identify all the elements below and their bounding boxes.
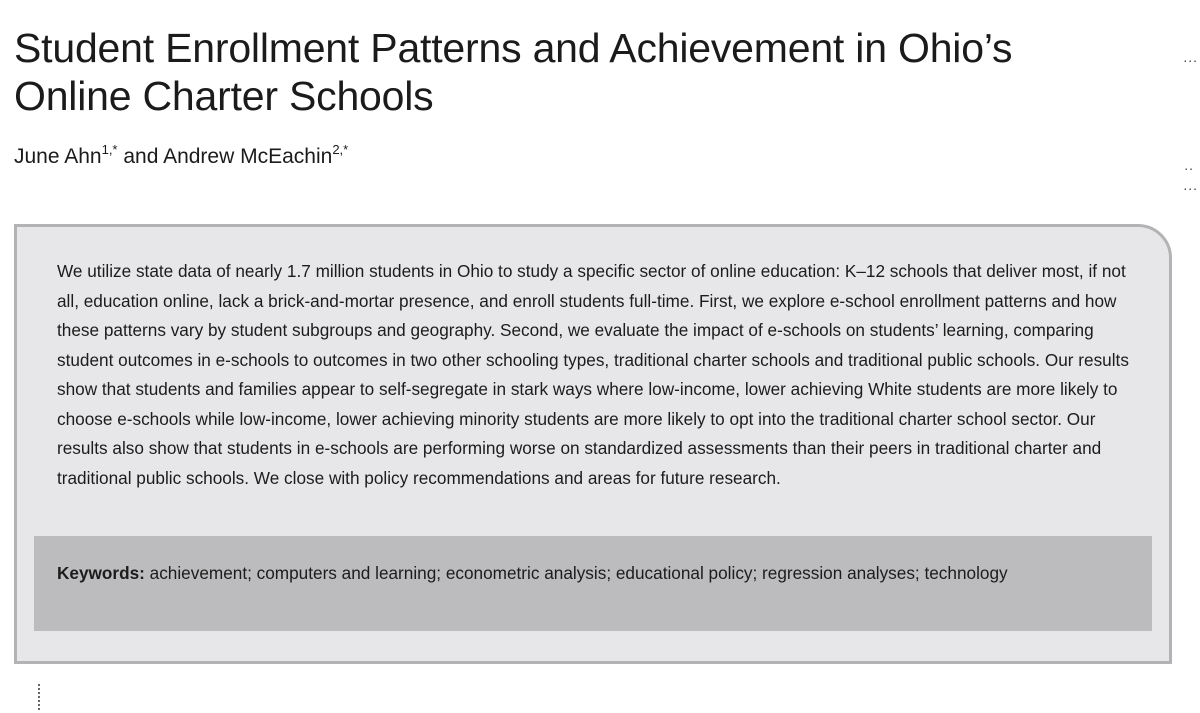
edge-ellipsis-marker: ...: [1183, 177, 1198, 193]
keywords-text: [57, 557, 1135, 589]
author-affiliation-mark: 2,*: [332, 142, 349, 157]
vertical-dotted-marker: [38, 684, 42, 710]
author-name: Andrew McEachin: [163, 145, 333, 168]
abstract-text: We utilize state data of nearly 1.7 million students in Ohio to study a specific sector of online education: K–12 schools that deliver most, if not all, education online, lack a brick-and-mortar presence, and enroll students full-time. First, we explore e-school enrollment patterns and how these patterns vary by student subgroups and geography. Second, we evaluate the impact of e-schools on students’ learning, comparing student outcomes in e-schools to outcomes in two other schooling types, traditional charter schools and traditional public schools. Our results show that students and families appear to self-segregate in stark ways where low-income, lower achieving White students are more likely to choose e-schools while low-income, lower achieving minority students are more likely to opt into the traditional charter school sector. Our results also show that students in e-schools are performing worse on standardized assessments than their peers in traditional charter and traditional public schools. We close with policy recommendations and areas for future research.: [57, 261, 1129, 488]
author-list: [14, 142, 348, 172]
keywords-section: [34, 536, 1152, 631]
paper-title: Student Enrollment Patterns and Achievement in Ohio’s Online Charter Schools: [14, 25, 1013, 119]
keywords-list: achievement; computers and learning; econometric analysis; educational policy; regression analyses; technology: [149, 563, 1008, 583]
edge-ellipsis-marker: ..: [1184, 157, 1194, 173]
author-affiliation-mark: 1,*: [101, 142, 118, 157]
edge-ellipsis-marker: ...: [1183, 49, 1198, 65]
author-connector: and: [117, 145, 164, 168]
abstract-box: [14, 224, 1172, 664]
keywords-label: Keywords:: [57, 563, 145, 583]
author-name: June Ahn: [14, 145, 102, 168]
